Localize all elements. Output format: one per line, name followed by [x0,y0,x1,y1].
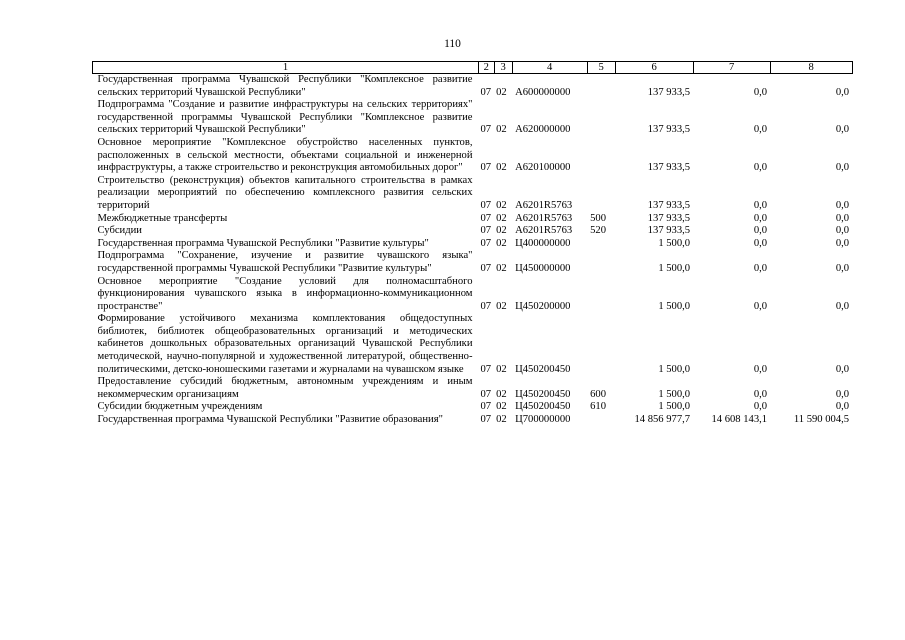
section-code: 07 [480,199,492,211]
target-article-code: Ц700000000 [515,414,571,426]
amount-col-6: 137 933,5 [647,86,691,98]
amount-col-8: 0,0 [835,212,850,224]
section-code: 07 [480,86,492,98]
amount-col-8: 0,0 [835,237,850,249]
column-number: 5 [587,62,615,74]
target-article-code: А6201R5763 [515,225,573,237]
item-name: Строительство (реконструкция) объектов капитального строительства в рамках реализации мероприятий по обеспечению комплексного развития сельских территорий [97,174,473,211]
subsection-code: 02 [496,388,507,400]
section-code: 07 [480,225,492,237]
amount-col-6: 137 933,5 [647,162,691,174]
amount-col-6: 137 933,5 [647,225,691,237]
item-name: Основное мероприятие "Комплексное обустройство населенных пунктов, расположенных в сельской местности, объектами социальной и инженерной инфраструктуры, а также строительство и реконструкция автомобильных дорог" [97,136,473,174]
column-number: 8 [770,62,852,74]
section-code: 07 [480,401,492,413]
amount-col-6: 1 500,0 [658,300,691,312]
expense-type-code: 600 [590,388,606,400]
target-article-code: Ц450000000 [515,262,571,274]
amount-col-7: 0,0 [753,199,768,211]
amount-col-8: 0,0 [835,363,850,375]
item-name: Предоставление субсидий бюджетным, автономным учреждениям и иным некоммерческим организациям [97,376,473,400]
amount-col-6: 137 933,5 [647,199,691,211]
subsection-code: 02 [496,86,507,98]
subsection-code: 02 [496,300,507,312]
amount-col-8: 0,0 [835,199,850,211]
item-name: Субсидии [97,225,142,237]
table-row [93,225,853,238]
table-row [93,376,853,401]
column-number-row [93,62,853,74]
column-number: 2 [479,62,495,74]
subsection-code: 02 [496,124,507,136]
table-row [93,74,853,100]
subsection-code: 02 [496,363,507,375]
column-number: 1 [93,62,479,74]
amount-col-8: 0,0 [835,262,850,274]
table-row [93,276,853,314]
amount-col-8: 0,0 [835,162,850,174]
amount-col-7: 0,0 [753,212,768,224]
page-number: 110 [444,38,461,50]
column-number: 4 [512,62,587,74]
item-name: Подпрограмма "Создание и развитие инфраструктуры на сельских территориях" государственной программы Чувашской Республики "Комплексное развитие сельских территорий Чувашской Республики" [97,99,473,136]
amount-col-7: 0,0 [753,262,768,274]
section-code: 07 [480,124,492,136]
target-article-code: А600000000 [515,86,571,98]
item-name: Подпрограмма "Сохранение, изучение и развитие чувашского языка" государственной программы Чувашской Республики "Развитие культуры" [97,250,473,274]
target-article-code: А620100000 [515,162,571,174]
target-article-code: Ц450200450 [515,363,571,375]
expense-type-code [587,250,615,275]
amount-col-8: 0,0 [835,388,850,400]
amount-col-7: 0,0 [753,237,768,249]
subsection-code: 02 [496,225,507,237]
section-code: 07 [480,363,492,375]
subsection-code: 02 [496,414,507,426]
expense-type-code [587,74,615,100]
amount-col-7: 0,0 [753,86,768,98]
amount-col-8: 0,0 [835,300,850,312]
table-row [93,401,853,414]
amount-col-7: 0,0 [753,124,768,136]
item-name: Межбюджетные трансферты [97,212,228,224]
section-code: 07 [480,300,492,312]
amount-col-7: 0,0 [753,162,768,174]
table-row [93,213,853,226]
expense-type-code: 520 [590,225,606,237]
amount-col-6: 137 933,5 [647,124,691,136]
amount-col-7: 0,0 [753,388,768,400]
section-code: 07 [480,162,492,174]
amount-col-8: 0,0 [835,225,850,237]
target-article-code: Ц400000000 [515,237,571,249]
column-number: 3 [494,62,512,74]
target-article-code: А6201R5763 [515,212,573,224]
target-article-code: Ц450200450 [515,388,571,400]
subsection-code: 02 [496,212,507,224]
amount-col-8: 0,0 [835,401,850,413]
budget-table [92,61,853,427]
subsection-code: 02 [496,262,507,274]
item-name: Государственная программа Чувашской Республики "Развитие образования" [97,414,443,426]
column-number: 6 [615,62,693,74]
table-row [93,238,853,251]
section-code: 07 [480,388,492,400]
amount-col-7: 0,0 [753,363,768,375]
expense-type-code [587,175,615,213]
item-name: Государственная программа Чувашской Республики "Развитие культуры" [97,237,429,249]
amount-col-8: 0,0 [835,86,850,98]
expense-type-code [587,238,615,251]
expense-type-code [587,99,615,137]
expense-type-code [587,276,615,314]
section-code: 07 [480,237,492,249]
table-row [93,414,853,427]
subsection-code: 02 [496,199,507,211]
amount-col-7: 0,0 [753,300,768,312]
table-row [93,250,853,275]
amount-col-6: 1 500,0 [658,363,691,375]
item-name: Субсидии бюджетным учреждениям [97,401,263,413]
expense-type-code: 610 [590,401,606,413]
expense-type-code: 500 [590,212,606,224]
amount-col-7: 0,0 [753,225,768,237]
table-row [93,175,853,213]
amount-col-8: 0,0 [835,124,850,136]
section-code: 07 [480,262,492,274]
section-code: 07 [480,414,492,426]
target-article-code: Ц450200450 [515,401,571,413]
column-number: 7 [693,62,770,74]
table-row [93,313,853,376]
amount-col-6: 1 500,0 [658,262,691,274]
expense-type-code [587,414,615,427]
amount-col-7: 0,0 [753,401,768,413]
table-row [93,99,853,137]
subsection-code: 02 [496,237,507,249]
section-code: 07 [480,212,492,224]
target-article-code: А620000000 [515,124,571,136]
expense-type-code [587,313,615,376]
amount-col-7: 14 608 143,1 [711,414,768,426]
amount-col-6: 1 500,0 [658,401,691,413]
amount-col-6: 1 500,0 [658,388,691,400]
subsection-code: 02 [496,401,507,413]
expense-type-code [587,137,615,175]
target-article-code: Ц450200000 [515,300,571,312]
subsection-code: 02 [496,162,507,174]
table-row [93,137,853,175]
amount-col-6: 1 500,0 [658,237,691,249]
amount-col-8: 11 590 004,5 [793,414,850,426]
item-name: Формирование устойчивого механизма комплектования общедоступных библиотек, библиотек общеобразовательных организаций и методических кабинетов дошкольных образовательных организаций Чувашской Республики методической, научно-популярной и художественной литературой, общественно-политическими, детско-юношескими газетами и журналами на чувашском языке [97,313,473,375]
item-name: Государственная программа Чувашской Республики "Комплексное развитие сельских территорий Чувашской Республики" [97,74,473,98]
item-name: Основное мероприятие "Создание условий для полномасштабного функционирования чувашского языка в информационно-коммуникационном пространстве" [97,275,473,312]
amount-col-6: 137 933,5 [647,212,691,224]
target-article-code: А6201R5763 [515,199,573,211]
amount-col-6: 14 856 977,7 [634,414,691,426]
